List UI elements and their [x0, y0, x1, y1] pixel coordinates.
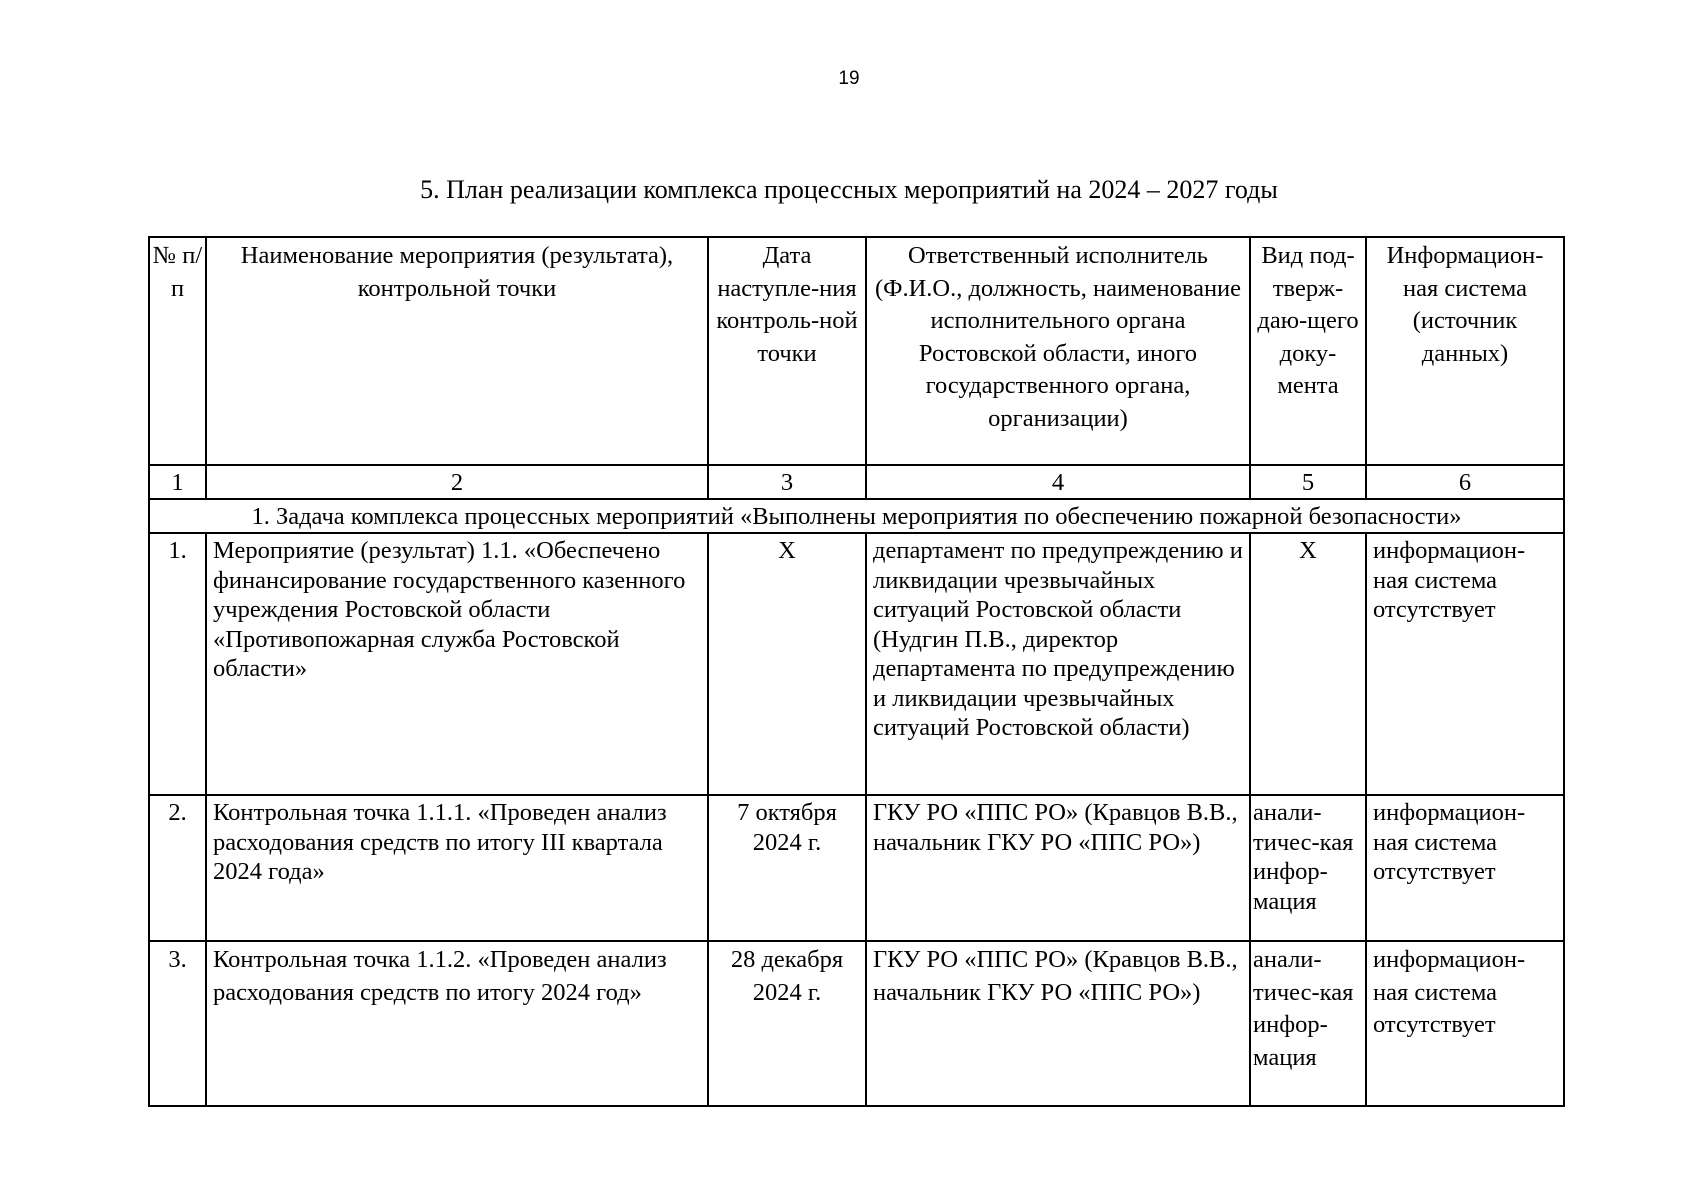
row-doc-type: анали-тичес-кая инфор-мация: [1250, 795, 1366, 941]
row-name: Контрольная точка 1.1.1. «Проведен анализ расходования средств по итогу III квартала 2024 года»: [206, 795, 708, 941]
header-number: № п/п: [149, 237, 206, 465]
column-number: 4: [866, 465, 1250, 499]
column-number: 2: [206, 465, 708, 499]
row-responsible: ГКУ РО «ППС РО» (Кравцов В.В., начальник ГКУ РО «ППС РО»): [866, 941, 1250, 1106]
row-doc-type: анали-тичес-кая инфор-мация: [1250, 941, 1366, 1106]
table-row: [149, 795, 1564, 941]
table-row: [149, 941, 1564, 1106]
header-responsible: Ответственный исполнитель (Ф.И.О., должность, наименование исполнительного органа Ростовской области, иного государственного органа, организации): [866, 237, 1250, 465]
row-info-system: информацион-ная система отсутствует: [1366, 795, 1564, 941]
column-number: 6: [1366, 465, 1564, 499]
row-name: Мероприятие (результат) 1.1. «Обеспечено финансирование государственного казенного учреждения Ростовской области «Противопожарная служба Ростовской области»: [206, 533, 708, 795]
row-doc-type: X: [1250, 533, 1366, 795]
task-row: [149, 499, 1564, 533]
page-number: 19: [838, 68, 860, 89]
row-info-system: информацион-ная система отсутствует: [1366, 533, 1564, 795]
row-date: 28 декабря 2024 г.: [708, 941, 866, 1106]
row-date: X: [708, 533, 866, 795]
row-number: 3.: [149, 941, 206, 1106]
header-info-system: Информацион-ная система (источник данных): [1366, 237, 1564, 465]
row-name: Контрольная точка 1.1.2. «Проведен анализ расходования средств по итогу 2024 год»: [206, 941, 708, 1106]
header-date: Дата наступле-ния контроль-ной точки: [708, 237, 866, 465]
column-number: 3: [708, 465, 866, 499]
header-doc-type: Вид под-тверж-даю-щего доку-мента: [1250, 237, 1366, 465]
task-title: 1. Задача комплекса процессных мероприятий «Выполнены мероприятия по обеспечению пожарной безопасности»: [149, 499, 1564, 533]
column-number: 1: [149, 465, 206, 499]
row-number: 2.: [149, 795, 206, 941]
table-header-row: [149, 237, 1564, 465]
column-number: 5: [1250, 465, 1366, 499]
plan-table: [148, 236, 1565, 1107]
header-name: Наименование мероприятия (результата), контрольной точки: [206, 237, 708, 465]
page-title: 5. План реализации комплекса процессных мероприятий на 2024 – 2027 годы: [420, 175, 1278, 204]
row-responsible: ГКУ РО «ППС РО» (Кравцов В.В., начальник ГКУ РО «ППС РО»): [866, 795, 1250, 941]
row-number: 1.: [149, 533, 206, 795]
row-date: 7 октября 2024 г.: [708, 795, 866, 941]
row-responsible: департамент по предупреждению и ликвидации чрезвычайных ситуаций Ростовской области (Нудгин П.В., директор департамента по предупреждению и ликвидации чрезвычайных ситуаций Ростовской области): [866, 533, 1250, 795]
row-info-system: информацион-ная система отсутствует: [1366, 941, 1564, 1106]
column-numbers-row: [149, 465, 1564, 499]
table-row: [149, 533, 1564, 795]
